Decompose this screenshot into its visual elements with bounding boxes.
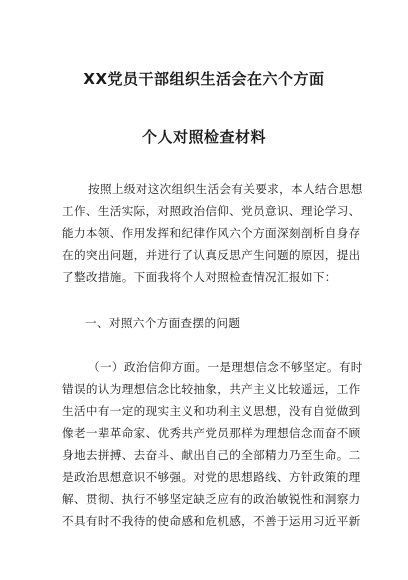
document-title-line2: 个人对照检查材料 <box>141 128 266 146</box>
paragraph-line: 是政治思想意识不够强。对党的思想路线、方针政策的理 <box>62 470 361 484</box>
intro-line: 能力本领、作用发挥和纪律作风六个方面深刻剖析自身存 <box>62 226 361 240</box>
paragraph-line: （一）政治信仰方面。一是理想信念不够坚定。有时 <box>88 360 363 374</box>
paragraph-line: 像老一辈革命家、优秀共产党员那样为理想信念而奋不顾 <box>62 426 361 440</box>
intro-line: 在的突出问题，并进行了认真反思产生问题的原因，提出 <box>62 248 361 262</box>
paragraph-line: 解、贯彻、执行不够坚定缺乏应有的政治敏锐性和洞察力 <box>62 492 361 506</box>
paragraph-line: 身地去拼搏、去奋斗、献出自己的全部精力乃至生命。二 <box>62 448 361 462</box>
section-heading: 一、对照六个方面查摆的问题 <box>85 316 241 330</box>
paragraph-line: 错误的认为理想信念比较抽象，共产主义比较遥远，工作 <box>62 382 361 396</box>
intro-line: 了整改措施。下面我将个人对照检查情况汇报如下： <box>62 270 337 284</box>
intro-line: 按照上级对这次组织生活会有关要求，本人结合思想 <box>88 182 363 196</box>
paragraph-line: 不具有时不我待的使命感和危机感，不善于运用习近平新 <box>62 514 361 528</box>
document-title-line1: XX党员干部组织生活会在六个方面 <box>83 70 325 88</box>
paragraph-line: 生活中有一定的现实主义和功利主义思想，没有自觉做到 <box>62 404 361 418</box>
intro-line: 工作、生活实际，对照政治信仰、党员意识、理论学习、 <box>62 204 361 218</box>
